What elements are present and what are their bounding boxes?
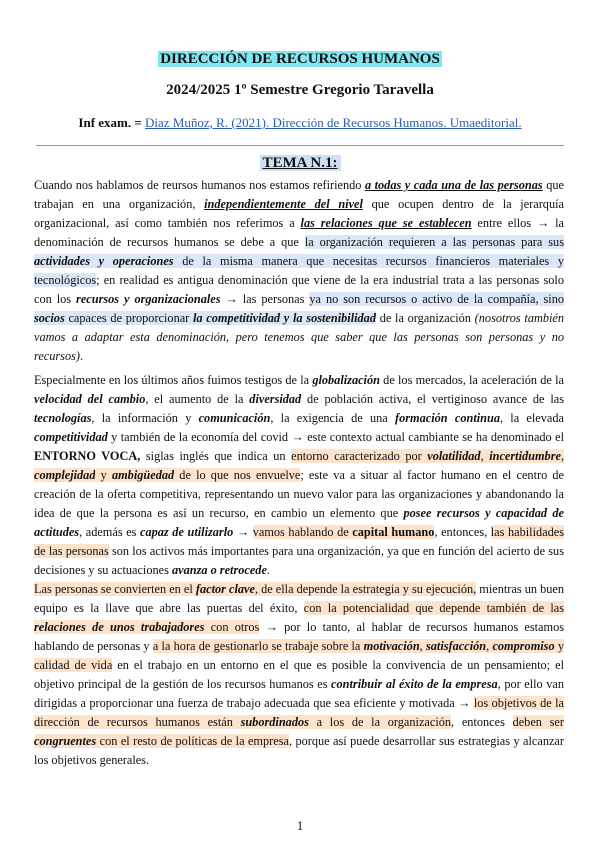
p1-text: . — [80, 349, 84, 363]
p2-text: , además es — [79, 525, 141, 539]
p2-highlight-emphasis: congruentes — [34, 734, 97, 748]
p2-highlight-emphasis: subordinados — [240, 715, 309, 729]
p2-text: y también de la economía del covid → este contexto actual cambiante se ha denominado el — [107, 430, 564, 444]
p2-emphasis: formación continua — [395, 411, 500, 425]
p2-emphasis: contribuir al éxito de la empresa — [331, 677, 498, 691]
p2-text: son los activos más importantes para una organización, ya que en función del acierto de sus decisiones y su actuaciones — [34, 544, 564, 577]
p2-highlight: , — [486, 639, 493, 653]
p1-text: que trabajan en una organización, — [34, 178, 564, 211]
paragraph-1 — [34, 176, 564, 366]
p2-highlight-emphasis: ambigüedad — [111, 468, 175, 482]
divider — [36, 145, 564, 146]
p2-highlight: de lo que nos envuelve — [174, 468, 301, 482]
p2-text: Especialmente en los últimos años fuimos testigos de la — [34, 373, 313, 387]
p2-emphasis: posee recursos y capacidad de actitudes — [34, 506, 564, 539]
p2-highlight-bold: capital humano — [352, 525, 435, 539]
p2-emphasis: avanza o retrocede — [171, 563, 267, 577]
paragraph-2 — [34, 371, 564, 770]
p2-highlight: Las personas se convierten en el — [34, 582, 196, 596]
p2-highlight: los objetivos de la dirección de recursos humanos están — [34, 696, 564, 729]
p2-text: → — [233, 525, 253, 539]
p1-highlight: la organización requieren a las personas para sus — [304, 235, 564, 249]
p2-highlight-emphasis: volatilidad — [427, 449, 481, 463]
p2-emphasis: tecnologías — [34, 411, 92, 425]
p2-text: , el aumento de la — [145, 392, 250, 406]
p2-highlight: con la potencialidad que depende también de las — [303, 601, 564, 615]
p2-highlight: entorno caracterizado por — [291, 449, 428, 463]
p1-text: de la organización — [375, 311, 475, 325]
p2-highlight-emphasis: motivación — [363, 639, 420, 653]
p2-text: , la elevada — [499, 411, 564, 425]
p2-highlight: , — [560, 449, 565, 463]
p1-highlight: capaces de proporcionar — [64, 311, 194, 325]
p2-highlight-emphasis: satisfacción — [425, 639, 487, 653]
document-title-wrap — [0, 50, 600, 68]
p2-emphasis: velocidad del cambio — [34, 392, 146, 406]
p2-text: , porque así puede desarrollar sus estrategias y alcanzar los objetivos generales. — [34, 734, 564, 767]
p2-highlight-emphasis: relaciones de unos trabajadores — [34, 620, 205, 634]
p2-emphasis: capaz de utilizarlo — [140, 525, 234, 539]
p1-highlight-emphasis: actividades y operaciones — [34, 254, 174, 268]
p2-text: , la información y — [91, 411, 199, 425]
p2-text: , por ello van dirigidas a proporcionar una fuerza de trabajo adecuada que sea eficiente y motivada → — [34, 677, 565, 710]
p2-text: , la exigencia de una — [270, 411, 396, 425]
p1-emphasis: las relaciones que se establecen — [300, 216, 472, 230]
p1-emphasis: a todas y cada una de las personas — [364, 178, 543, 192]
p2-text: . — [266, 563, 270, 577]
p2-text: de los mercados, la aceleración de la — [379, 373, 564, 387]
p1-emphasis: independientemente del nivel — [204, 197, 363, 211]
reference-label: Inf exam. = — [78, 115, 142, 130]
p2-highlight: , — [419, 639, 426, 653]
p2-text: , entonces, — [434, 525, 491, 539]
p1-text: entre ellos → la denominación de recursos humanos se debe a que — [34, 216, 564, 249]
p1-text: → las personas — [220, 292, 310, 306]
p2-text: en el trabajo en un entorno en el que es posible la convivencia de un pensamiento; el objetivo principal de la gestión de los recursos humanos es — [34, 658, 564, 691]
section-heading-wrap — [0, 154, 600, 172]
document-title: DIRECCIÓN DE RECURSOS HUMANOS — [160, 51, 440, 67]
page-number: 1 — [296, 818, 304, 833]
p1-highlight-emphasis: la competitividad y la sostenibilidad — [193, 311, 376, 325]
p2-emphasis: competitividad — [34, 430, 108, 444]
p2-emphasis: globalización — [312, 373, 380, 387]
p1-text: ; en realidad es antigua denominación que viene de la era industrial trata a las personas solo con los — [34, 273, 564, 306]
p1-emphasis: recursos y organizacionales — [76, 292, 221, 306]
p2-text: ; este va a situar al factor humano en el centro de creación de la oferta competitiva, representando un nuevo valor para las organizaciones y abandonando la idea de que la persona es así un recurso, en cambio un elemento que — [34, 468, 565, 520]
p2-highlight: y — [95, 468, 112, 482]
document-subtitle: 2024/2025 1º Semestre Gregorio Taravella — [166, 82, 434, 98]
p1-highlight: ya no son recursos o activo de la compañía, sino — [309, 292, 565, 306]
p2-text: siglas inglés que indica un — [140, 449, 292, 463]
p2-highlight: con el resto de políticas de la empresa — [96, 734, 289, 748]
p2-highlight-emphasis: compromiso — [492, 639, 555, 653]
p1-italic-note: (nosotros también vamos a adaptar esta denominación, pero tenemos que saber que las personas son personas y no recursos) — [34, 311, 565, 363]
p2-emphasis: diversidad — [249, 392, 302, 406]
p2-text: , entonces — [451, 715, 513, 729]
p2-text: de población activa, el vertiginoso avance de las — [301, 392, 564, 406]
p2-highlight: a la hora de gestionarlo se trabaje sobre la — [152, 639, 364, 653]
p2-highlight: vamos hablando de — [252, 525, 353, 539]
p1-text: que ocupen dentro de la jerarquía organizacional, así como también nos referimos a — [34, 197, 564, 230]
p2-emphasis: comunicación — [198, 411, 271, 425]
p2-text: mientras un buen equipo es la llave que abre las puertas del éxito, — [34, 582, 564, 615]
p2-bold: ENTORNO VOCA, — [34, 449, 141, 463]
p2-highlight: las habilidades de las personas — [34, 525, 565, 558]
p1-text: Cuando nos hablamos de reursos humanos nos estamos refiriendo — [34, 178, 365, 192]
p1-highlight-emphasis: socios — [34, 311, 65, 325]
reference-link[interactable]: Diaz Muñoz, R. (2021). Dirección de Recursos Humanos. Umaeditorial. — [145, 115, 522, 130]
reference-line — [0, 115, 600, 131]
p2-highlight: deben ser — [512, 715, 564, 729]
p2-highlight-emphasis: incertidumbre — [489, 449, 561, 463]
p1-highlight: de la misma manera que necesitas recursos financieros materiales y tecnológicos — [34, 254, 564, 287]
p2-highlight: , de ella depende la estrategia y su ejecución, — [254, 582, 477, 596]
p2-highlight: , — [480, 449, 490, 463]
p2-highlight: con otros — [204, 620, 260, 634]
section-heading: TEMA N.1: — [260, 155, 341, 171]
p2-highlight-emphasis: complejidad — [34, 468, 96, 482]
p2-highlight: a los de la organización — [308, 715, 452, 729]
p2-highlight-emphasis: factor clave — [195, 582, 255, 596]
p2-highlight: y calidad de vida — [34, 639, 564, 672]
p2-text: → por lo tanto, al hablar de recursos humanos estamos hablando de personas y — [34, 620, 565, 653]
